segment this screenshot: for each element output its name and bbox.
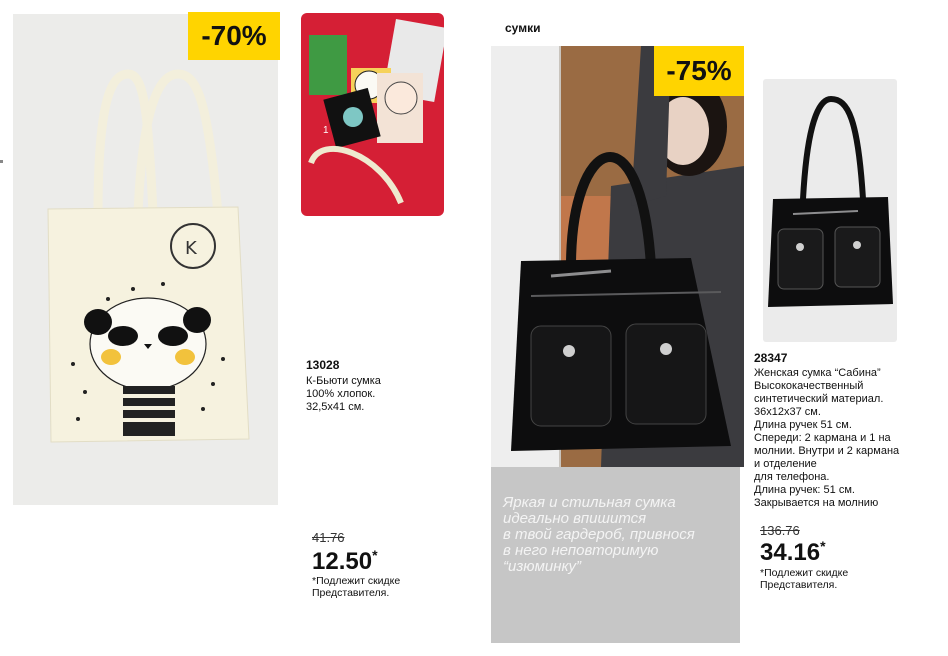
product-code-left: 13028 <box>306 358 340 372</box>
old-price-right: 136.76 <box>760 523 800 538</box>
svg-text:K: K <box>185 238 197 259</box>
kbeauty-thumbnail[interactable] <box>301 13 444 216</box>
discount-badge-right: -75% <box>654 46 744 96</box>
new-price-right <box>760 538 826 567</box>
sabina-bag-thumbnail[interactable] <box>763 79 897 342</box>
new-price-right-value: 34.16 <box>760 539 821 566</box>
product-code-right: 28347 <box>754 351 788 365</box>
slogan-text: Яркая и стильная сумка идеально впишится в твой гардероб, привнося в него неповторимую “изюминку” <box>503 494 695 575</box>
side-mark <box>0 160 3 163</box>
discount-badge-left: -70% <box>188 12 280 60</box>
product-description-right: Женская сумка “Сабина” Высококачественный синтетический материал. 36х12х37 см. Длина ручек 51 см. Спереди: 2 кармана и 1 на молнии. Внутри и 2 кармана и отделение для телефона. Длина ручек: 51 см. Закрывается на молнию <box>754 367 900 509</box>
new-price-left <box>312 547 378 576</box>
product-description-left: К-Бьюти сумка 100% хлопок. 32,5х41 см. <box>306 375 381 413</box>
asterisk-right: * <box>820 538 826 554</box>
tote-bag-image <box>13 14 278 505</box>
old-price-left: 41.76 <box>312 530 345 545</box>
thumb-number: 1 <box>323 125 329 136</box>
section-label: сумки <box>505 21 541 35</box>
model-bag-photo <box>491 46 744 467</box>
new-price-left-value: 12.50 <box>312 548 373 575</box>
discount-note-left: *Подлежит скидке Представителя. <box>312 575 401 599</box>
discount-note-right: *Подлежит скидке Представителя. <box>760 567 849 591</box>
asterisk-left: * <box>372 547 378 563</box>
